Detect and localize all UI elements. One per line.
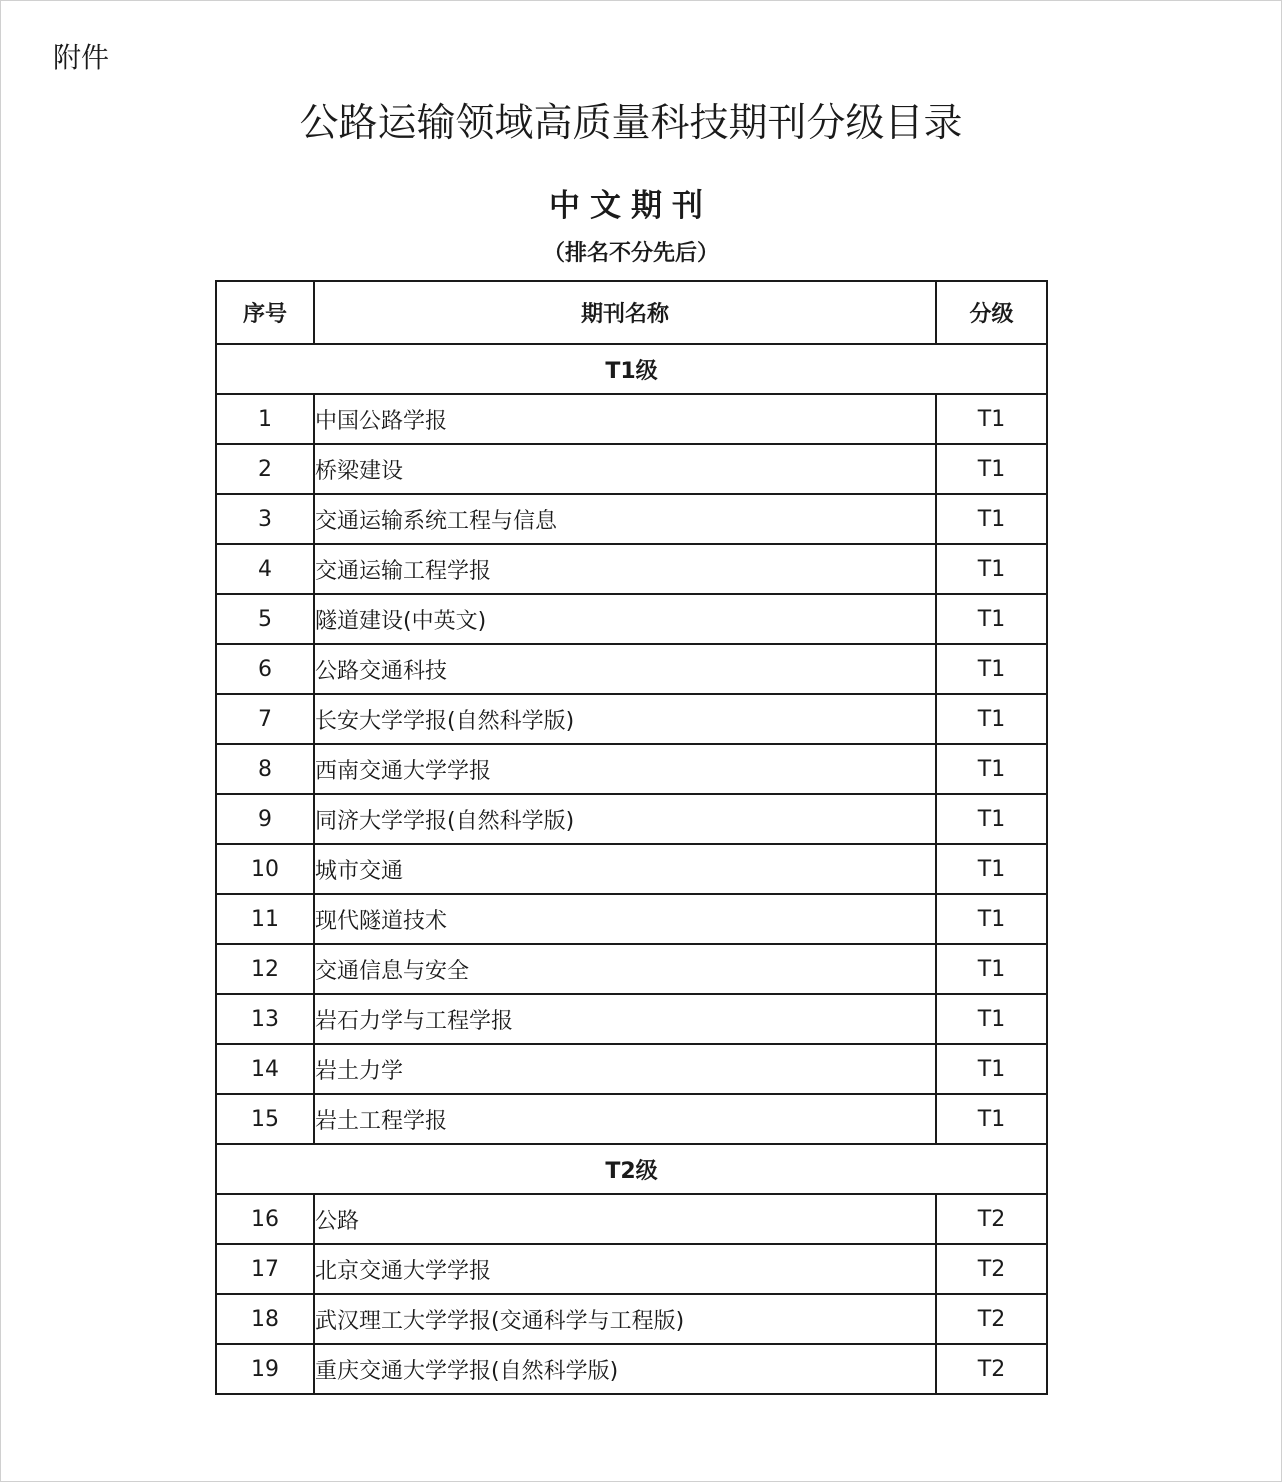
journal-name: 北京交通大学学报 <box>314 1244 936 1294</box>
table-row <box>216 1094 1047 1144</box>
table-group-row <box>216 1144 1047 1194</box>
row-index: 5 <box>216 594 314 644</box>
row-index: 17 <box>216 1244 314 1294</box>
table-row <box>216 1044 1047 1094</box>
table-row <box>216 594 1047 644</box>
journal-grade: T2 <box>936 1294 1047 1344</box>
journal-name: 岩土力学 <box>314 1044 936 1094</box>
journal-grade: T1 <box>936 544 1047 594</box>
attachment-label: 附件 <box>53 41 110 74</box>
journal-name: 武汉理工大学学报(交通科学与工程版) <box>314 1294 936 1344</box>
row-index: 18 <box>216 1294 314 1344</box>
journal-name: 交通运输工程学报 <box>314 544 936 594</box>
journal-grade: T1 <box>936 744 1047 794</box>
journal-grade: T1 <box>936 1044 1047 1094</box>
row-index: 19 <box>216 1344 314 1394</box>
journal-name: 公路交通科技 <box>314 644 936 694</box>
group-label: T2级 <box>216 1144 1047 1194</box>
table-group-row <box>216 344 1047 394</box>
row-index: 2 <box>216 444 314 494</box>
journal-grade: T1 <box>936 1094 1047 1144</box>
journal-name: 岩土工程学报 <box>314 1094 936 1144</box>
journal-grade: T1 <box>936 794 1047 844</box>
table-row <box>216 1194 1047 1244</box>
journal-grade: T1 <box>936 594 1047 644</box>
journal-name: 桥梁建设 <box>314 444 936 494</box>
table-header-row <box>216 281 1047 344</box>
journal-grade: T1 <box>936 944 1047 994</box>
journal-name: 城市交通 <box>314 844 936 894</box>
journal-grade: T1 <box>936 694 1047 744</box>
journal-name: 现代隧道技术 <box>314 894 936 944</box>
row-index: 12 <box>216 944 314 994</box>
table-row <box>216 1344 1047 1394</box>
table-row <box>216 1294 1047 1344</box>
row-index: 4 <box>216 544 314 594</box>
journal-grade: T2 <box>936 1194 1047 1244</box>
table-row <box>216 644 1047 694</box>
journal-grade: T1 <box>936 844 1047 894</box>
journal-name: 重庆交通大学学报(自然科学版) <box>314 1344 936 1394</box>
section-note: （排名不分先后） <box>542 241 719 266</box>
journal-grade: T1 <box>936 644 1047 694</box>
journal-name: 公路 <box>314 1194 936 1244</box>
header-index: 序号 <box>216 281 314 344</box>
journal-name: 同济大学学报(自然科学版) <box>314 794 936 844</box>
table-row <box>216 544 1047 594</box>
header-name: 期刊名称 <box>314 281 936 344</box>
journal-table <box>215 280 1048 1395</box>
row-index: 15 <box>216 1094 314 1144</box>
journal-grade: T1 <box>936 494 1047 544</box>
row-index: 13 <box>216 994 314 1044</box>
journal-grade: T2 <box>936 1244 1047 1294</box>
table-row <box>216 744 1047 794</box>
row-index: 9 <box>216 794 314 844</box>
journal-grade: T1 <box>936 894 1047 944</box>
journal-name: 中国公路学报 <box>314 394 936 444</box>
journal-grade: T1 <box>936 444 1047 494</box>
journal-name: 隧道建设(中英文) <box>314 594 936 644</box>
journal-name: 交通信息与安全 <box>314 944 936 994</box>
header-grade: 分级 <box>936 281 1047 344</box>
table-row <box>216 994 1047 1044</box>
row-index: 1 <box>216 394 314 444</box>
group-label: T1级 <box>216 344 1047 394</box>
table-row <box>216 394 1047 444</box>
table-row <box>216 694 1047 744</box>
section-title: 中文期刊 <box>549 188 713 224</box>
page-title: 公路运输领域高质量科技期刊分级目录 <box>299 101 963 146</box>
row-index: 14 <box>216 1044 314 1094</box>
row-index: 11 <box>216 894 314 944</box>
table-row <box>216 794 1047 844</box>
journal-grade: T2 <box>936 1344 1047 1394</box>
row-index: 10 <box>216 844 314 894</box>
journal-grade: T1 <box>936 994 1047 1044</box>
table-row <box>216 844 1047 894</box>
table-row <box>216 444 1047 494</box>
table-row <box>216 944 1047 994</box>
row-index: 8 <box>216 744 314 794</box>
journal-name: 西南交通大学学报 <box>314 744 936 794</box>
journal-name: 交通运输系统工程与信息 <box>314 494 936 544</box>
row-index: 7 <box>216 694 314 744</box>
table-row <box>216 494 1047 544</box>
row-index: 16 <box>216 1194 314 1244</box>
row-index: 3 <box>216 494 314 544</box>
table-body <box>216 344 1047 1394</box>
journal-name: 长安大学学报(自然科学版) <box>314 694 936 744</box>
table-row <box>216 1244 1047 1294</box>
table-row <box>216 894 1047 944</box>
row-index: 6 <box>216 644 314 694</box>
journal-grade: T1 <box>936 394 1047 444</box>
journal-name: 岩石力学与工程学报 <box>314 994 936 1044</box>
